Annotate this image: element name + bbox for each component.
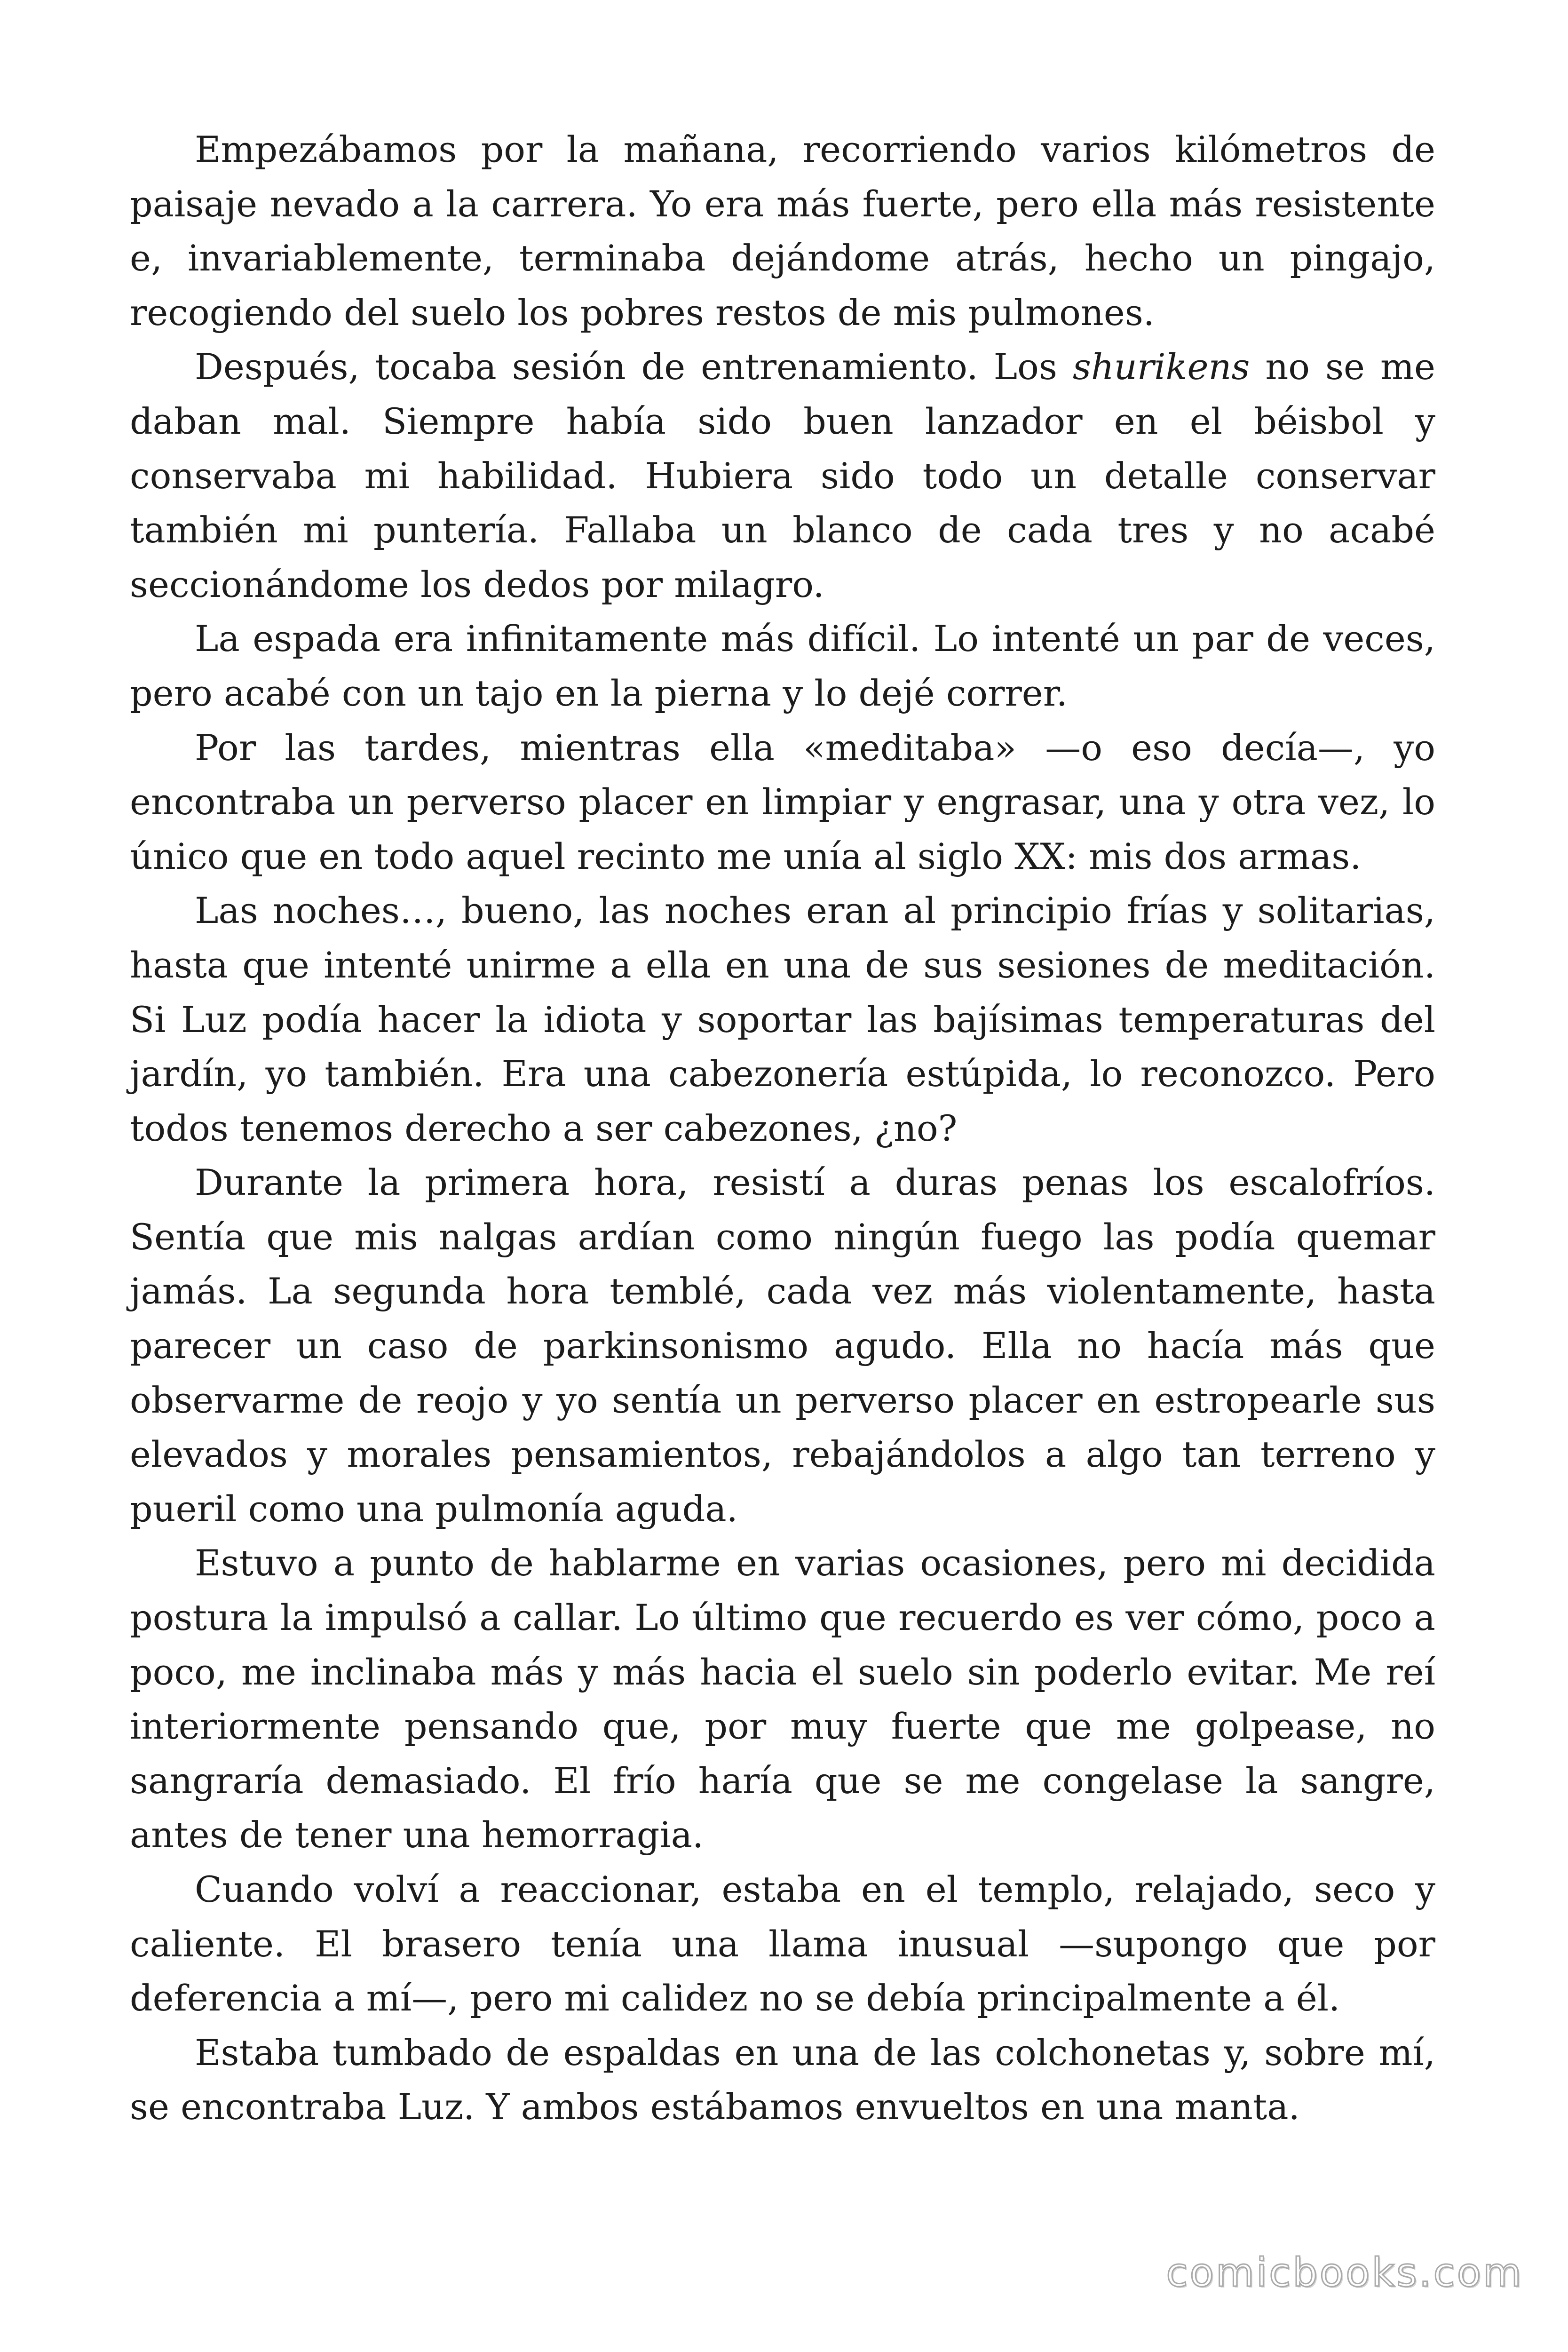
watermark: comicbooks.com — [1166, 2249, 1523, 2296]
italic-term: shurikens — [1072, 346, 1250, 388]
paragraph-2 — [130, 340, 1435, 612]
paragraph-5: Las noches…, bueno, las noches eran al principio frías y solitarias, hasta que intenté unirme a ella en una de sus sesiones de meditación. Si Luz podía hacer la idiota y soportar las bajísimas temperaturas del jardín, yo también. Era una cabezonería estúpida, lo reconozco. Pero todos tenemos derecho a ser cabezones, ¿no? — [130, 890, 1435, 1149]
paragraph-2-end: no se me daban mal. Siempre había sido buen lanzador en el béisbol y conservaba mi habilidad. Hubiera sido todo un detalle conservar también mi puntería. Fallaba un blanco de cada tres y no acabé seccionándome los dedos por milagro. — [130, 346, 1435, 605]
paragraph-6: Durante la primera hora, resistí a duras penas los escalofríos. Sentía que mis nalgas ardían como ningún fuego las podía quemar jamás. La segunda hora temblé, cada vez más violentamente, hasta parecer un caso de parkinsonismo agudo. Ella no hacía más que observarme de reojo y yo sentía un perverso placer en estropearle sus elevados y morales pensamientos, rebajándolos a algo tan terreno y pueril como una pulmonía aguda. — [130, 1161, 1435, 1530]
paragraph-3: La espada era infinitamente más difícil. Lo intenté un par de veces, pero acabé con un tajo en la pierna y lo dejé correr. — [130, 618, 1435, 714]
paragraph-2-start: Después, tocaba sesión de entrenamiento. Los — [195, 346, 1073, 388]
body-text — [130, 122, 1435, 2134]
paragraph-8: Cuando volví a reaccionar, estaba en el templo, relajado, seco y caliente. El brasero tenía una llama inusual —supongo que por deferencia a mí—, pero mi calidez no se debía principalmente a él. — [130, 1868, 1435, 2019]
paragraph-1: Empezábamos por la mañana, recorriendo varios kilómetros de paisaje nevado a la carrera. Yo era más fuerte, pero ella más resistente e, invariablemente, terminaba dejándome atrás, hecho un pingajo, recogiendo del suelo los pobres restos de mis pulmones. — [130, 128, 1435, 334]
paragraph-9: Estaba tumbado de espaldas en una de las colchonetas y, sobre mí, se encontraba Luz. Y ambos estábamos envueltos en una manta. — [130, 2031, 1435, 2128]
paragraph-4: Por las tardes, mientras ella «meditaba» —o eso decía—, yo encontraba un perverso placer en limpiar y engrasar, una y otra vez, lo único que en todo aquel recinto me unía al siglo XX: mis dos armas. — [130, 726, 1435, 877]
paragraph-7: Estuvo a punto de hablarme en varias ocasiones, pero mi decidida postura la impulsó a callar. Lo último que recuerdo es ver cómo, poco a poco, me inclinaba más y más hacia el suelo sin poderlo evitar. Me reí interiormente pensando que, por muy fuerte que me golpease, no sangraría demasiado. El frío haría que se me congelase la sangre, antes de tener una hemorragia. — [130, 1542, 1435, 1856]
